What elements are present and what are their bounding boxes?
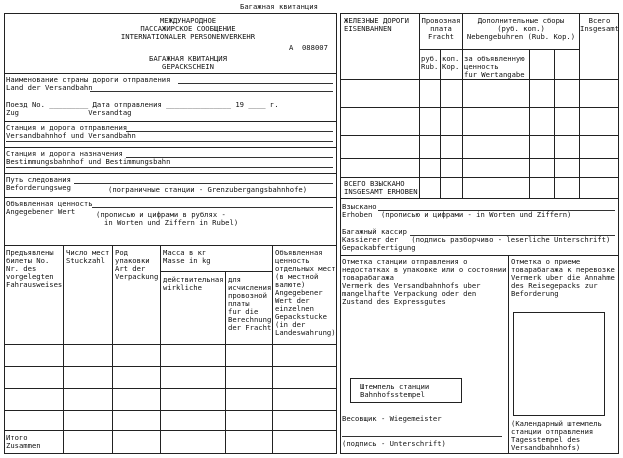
cashier-label-de: Kassierer der (подпись разборчиво - leserliche Unterschrift) [342, 235, 611, 244]
table-row-line [4, 366, 337, 367]
col-sep [160, 245, 161, 454]
divider [4, 197, 337, 198]
divider [4, 73, 337, 74]
dep-label-ru: Станция и дорога отправления [6, 123, 128, 132]
header-line1: МЕЖДУНАРОДНОЕ [159, 16, 217, 25]
title-ru: БАГАЖНАЯ КВИТАНЦИЯ [149, 54, 227, 63]
row-line [340, 177, 619, 178]
table-col5-header: Объявленная ценность отдельных мест (в местной валюте) Angegebener Wert der einzelnen Gepackstucke (in der Landeswahrung) [275, 248, 336, 337]
table-row-line [4, 430, 337, 431]
country-label-de: Land der Versandbahn [6, 83, 93, 92]
top-caption: Багажная квитанция [240, 2, 318, 11]
value-label-de: Angegebener Wert [6, 207, 76, 216]
station-stamp-label: Штемпель станции Bahnhofsstempel [360, 382, 430, 399]
route-line[interactable] [74, 183, 333, 184]
country-line-2[interactable] [90, 91, 333, 92]
value-note-2: in Worten und Ziffern in Rubel) [104, 218, 239, 227]
dest-label-ru: Станция и дорога назначения [6, 149, 123, 158]
dep-line[interactable] [126, 131, 333, 132]
route-label-ru: Путь следования [6, 175, 71, 184]
row-line [340, 107, 619, 108]
dest-label-de: Bestimmungsbahnhof und Bestimmungsbahn [6, 157, 171, 166]
col-sep [272, 245, 273, 454]
extra-header: Дополнительные сборы (руб. коп.) Nebengebuhren (Rub. Kop.) [466, 16, 576, 41]
notes-right: Отметка о приеме товарабагажа к перевозке Vermerk uber die Annahme des Reisegepacks zur Beforderung [511, 257, 615, 298]
table-col4a-header: действительная wirkliche [163, 275, 224, 292]
col-sep [440, 49, 441, 198]
signature-line[interactable] [342, 436, 502, 437]
divider [4, 147, 337, 148]
dest-line-2[interactable] [6, 167, 333, 168]
table-col2-header: Число мест Stuckzahl [66, 248, 110, 265]
divider [4, 121, 337, 122]
train-label-de: Zug Versandtag [6, 108, 132, 117]
title-de: GEPACKSCHEIN [162, 62, 214, 71]
for-value-header: за объявленную ценность fur Wertangabe [464, 54, 525, 79]
table-col1-header: Предъявлены билеты No. Nr. des vorgelegten Fahrausweises [6, 248, 63, 289]
doc-number: А 088007 [289, 43, 328, 52]
divider [4, 245, 337, 246]
col-sep [529, 49, 530, 198]
col-sep [508, 255, 509, 454]
header-bottom [340, 79, 619, 80]
value-line[interactable] [92, 207, 333, 208]
country-line[interactable] [178, 83, 333, 84]
col-sep [225, 272, 226, 454]
divider [340, 255, 619, 256]
subheader-line [419, 49, 579, 50]
table-col4b-header: для исчисления провозной платы fur die Berechnung der Fracht [228, 275, 272, 332]
cashier-label-ru: Багажный кассир [342, 227, 407, 236]
row-line [340, 198, 619, 199]
table-col4-header: Масса в кг Masse in kg [163, 248, 211, 265]
header-line2: ПАССАЖИРСКОЕ СООБЩЕНИЕ [140, 24, 236, 33]
freight-header: Провозная плата Fracht [421, 16, 461, 41]
collected-label-de: Erhoben (прописью и цифрами - in Worten und Ziffern) [342, 210, 572, 219]
signature-label: (подпись - Unterschrift) [342, 439, 446, 448]
collected-label-ru: Взыскано [342, 202, 377, 211]
col-sep [63, 245, 64, 454]
value-note-1: (прописью и цифрами в рублях - [96, 210, 226, 219]
total-label: Итого Zusammen [6, 433, 41, 450]
table-row-line [4, 344, 337, 345]
total-header: Всего Insgesamt [580, 16, 619, 33]
cashier-label-de2: Gepackabfertigung [342, 243, 416, 252]
table-col3-header: Род упаковки Art der Verpackung [115, 248, 159, 281]
col-sep [579, 13, 580, 198]
header-line3: INTERNATIONALER PERSONENVERKEHR [120, 32, 256, 41]
col-sep [112, 245, 113, 454]
route-label-de: Beforderungsweg [6, 183, 71, 192]
dep-label-de: Versandbahnhof und Versandbahn [6, 131, 136, 140]
row-line [340, 135, 619, 136]
col-sep [554, 49, 555, 198]
calendar-stamp-label: (Календарный штемпель станции отправления Tagesstempel des Versandbahnhofs) [511, 419, 602, 452]
subheader-line [160, 271, 272, 272]
notes-left: Отметка станции отправления о недостатках в упаковке или о состоянии товарабагажа Vermerk des Versandbahnhofs uber mangelhafte Verpackung oder den Zustand des Expressgutes [342, 257, 507, 306]
divider [4, 173, 337, 174]
route-note: (пограничные станции - Grenzubergangsbahnhofe) [108, 185, 308, 194]
country-label-ru: Наименование страны дороги отправления [6, 75, 171, 84]
railways-header: ЖЕЛЕЗНЫЕ ДОРОГИ EISENBAHNEN [344, 16, 409, 33]
kop-header: коп. Kop. [442, 54, 460, 71]
calendar-stamp-box [513, 312, 605, 416]
row-line [340, 158, 619, 159]
weigher-label: Весовщик - Wiegemeister [342, 414, 442, 423]
table-row-line [4, 388, 337, 389]
table-row-line [4, 410, 337, 411]
dep-line-2[interactable] [6, 141, 333, 142]
rub-header: руб. Rub. [421, 54, 439, 71]
value-label-ru: Объявленная ценность [6, 199, 93, 208]
grand-total-label: ВСЕГО ВЗЫСКАНО INSGESAMT ERHOBEN [344, 179, 418, 196]
train-label-ru: Поезд No. _________ Дата отправления _______________ 19 ____ г. [6, 100, 279, 109]
